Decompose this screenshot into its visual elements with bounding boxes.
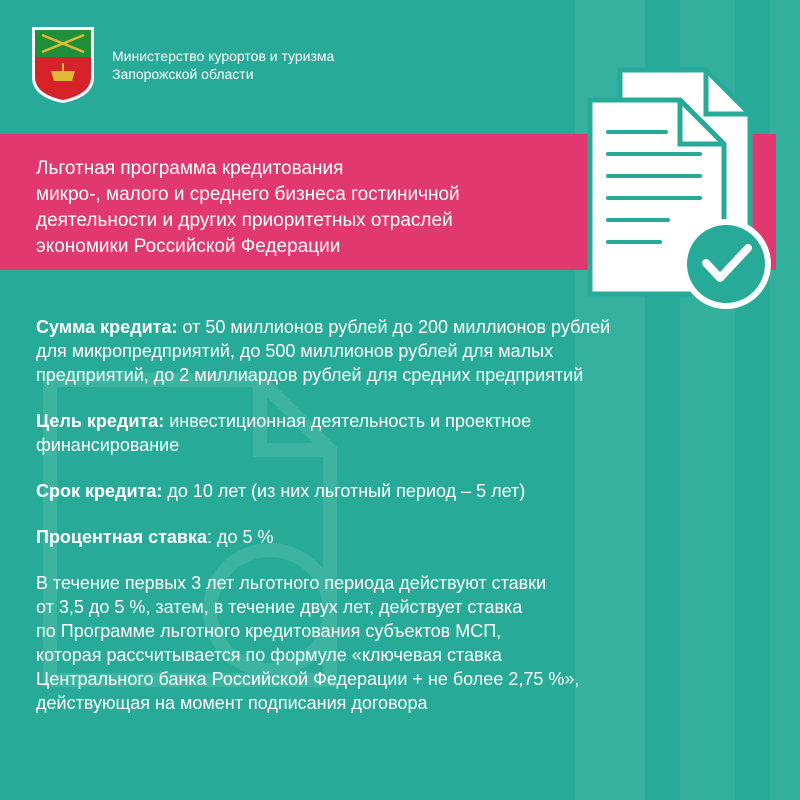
organization-name [112, 47, 334, 83]
rate-details-line: действующая на момент подписания договора [36, 693, 428, 713]
program-title-line: микро-, малого и среднего бизнеса гостиничной [36, 184, 460, 205]
interest-rate [36, 525, 776, 549]
organization-name-line: Запорожской области [112, 66, 254, 82]
loan-amount-label: Сумма кредита: [36, 317, 178, 337]
loan-amount-line: предприятий, до 2 миллиардов рублей для средних предприятий [36, 365, 584, 385]
interest-rate-text: : до 5 % [207, 527, 274, 547]
loan-amount-line: для микропредприятий, до 500 миллионов рублей для малых [36, 341, 554, 361]
loan-purpose-text: инвестиционная деятельность и проектное [164, 411, 532, 431]
rate-details-line: по Программе льготного кредитования субъектов МСП, [36, 621, 502, 641]
interest-rate-label: Процентная ставка [36, 527, 207, 547]
loan-term-line [36, 479, 776, 503]
rate-details-line: которая рассчитывается по формуле «ключевая ставка [36, 645, 502, 665]
program-title [36, 156, 596, 260]
loan-purpose-label: Цель кредита: [36, 411, 165, 431]
organization-name-line: Министерство курортов и туризма [112, 48, 335, 64]
loan-purpose [36, 409, 776, 457]
rate-details [36, 571, 776, 715]
rate-details-line: В течение первых 3 лет льготного периода действуют ставки [36, 573, 547, 593]
loan-purpose-line: финансирование [36, 435, 180, 455]
loan-amount-line [36, 315, 776, 339]
rate-details-line: Центрального банка Российской Федерации + не более 2,75 %», [36, 669, 580, 689]
program-title-line: экономики Российской Федерации [36, 236, 341, 257]
header [30, 24, 334, 106]
rate-details-line: от 3,5 до 5 %, затем, в течение двух лет, действует ставка [36, 597, 523, 617]
program-title-line: деятельности и других приоритетных отраслей [36, 210, 453, 231]
loan-term-label: Срок кредита: [36, 481, 163, 501]
document-check-icon [560, 58, 778, 316]
loan-amount-text: от 50 миллионов рублей до 200 миллионов рублей [177, 317, 611, 337]
loan-amount [36, 315, 776, 387]
loan-terms [36, 315, 776, 737]
loan-purpose-line [36, 409, 776, 433]
interest-rate-line [36, 525, 776, 549]
program-title-line: Льготная программа кредитования [36, 158, 344, 179]
coat-of-arms-icon [30, 25, 96, 105]
loan-term-text: до 10 лет (из них льготный период – 5 лет) [162, 481, 526, 501]
loan-term [36, 479, 776, 503]
